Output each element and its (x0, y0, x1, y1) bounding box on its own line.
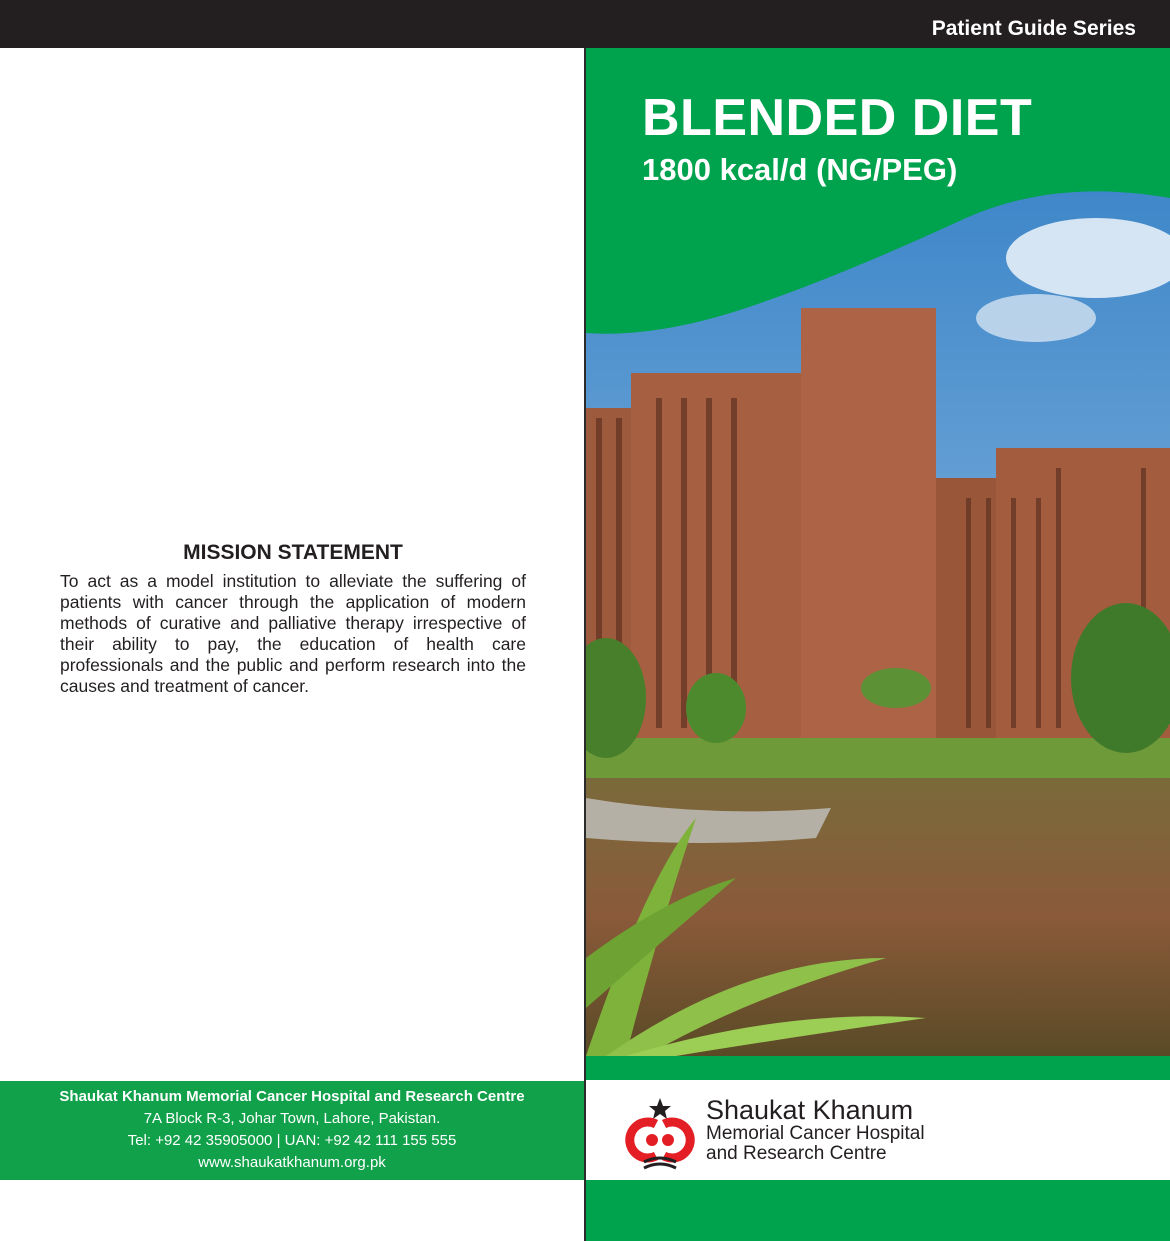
mission-body: To act as a model institution to alleviate the suffering of patients with cancer through the application of modern methods of curative and palliative therapy irrespective of their ability to pay, the education of health care professionals and the public and perform research into the causes and treatment of cancer. (60, 571, 526, 696)
cover-panel (586, 48, 1170, 1241)
cover-footer (586, 1180, 1170, 1241)
mission-title: MISSION STATEMENT (183, 541, 403, 564)
logo-line1: Memorial Cancer Hospital (706, 1123, 925, 1144)
logo-name: Shaukat Khanum (706, 1095, 914, 1125)
logo-line2: and Research Centre (706, 1143, 887, 1164)
shaukat-khanum-logo (622, 1094, 698, 1170)
address-org: Shaukat Khanum Memorial Cancer Hospital and Research Centre (59, 1088, 525, 1105)
cover-title: BLENDED DIET (642, 89, 1033, 147)
address-website: www.shaukatkhanum.org.pk (198, 1154, 386, 1171)
back-panel (0, 48, 584, 1241)
cover-subtitle: 1800 kcal/d (NG/PEG) (642, 152, 958, 187)
green-strip (586, 1056, 1170, 1080)
top-bar (0, 0, 1170, 48)
series-label: Patient Guide Series (931, 17, 1136, 40)
logo-text (706, 1096, 925, 1164)
address-street: 7A Block R-3, Johar Town, Lahore, Pakistan. (143, 1110, 441, 1127)
green-wave (586, 168, 1170, 348)
mission-statement (60, 541, 526, 697)
address-phone: Tel: +92 42 35905000 | UAN: +92 42 111 155 555 (127, 1132, 457, 1149)
logo-block (586, 1080, 1170, 1180)
address-band (0, 1081, 584, 1180)
